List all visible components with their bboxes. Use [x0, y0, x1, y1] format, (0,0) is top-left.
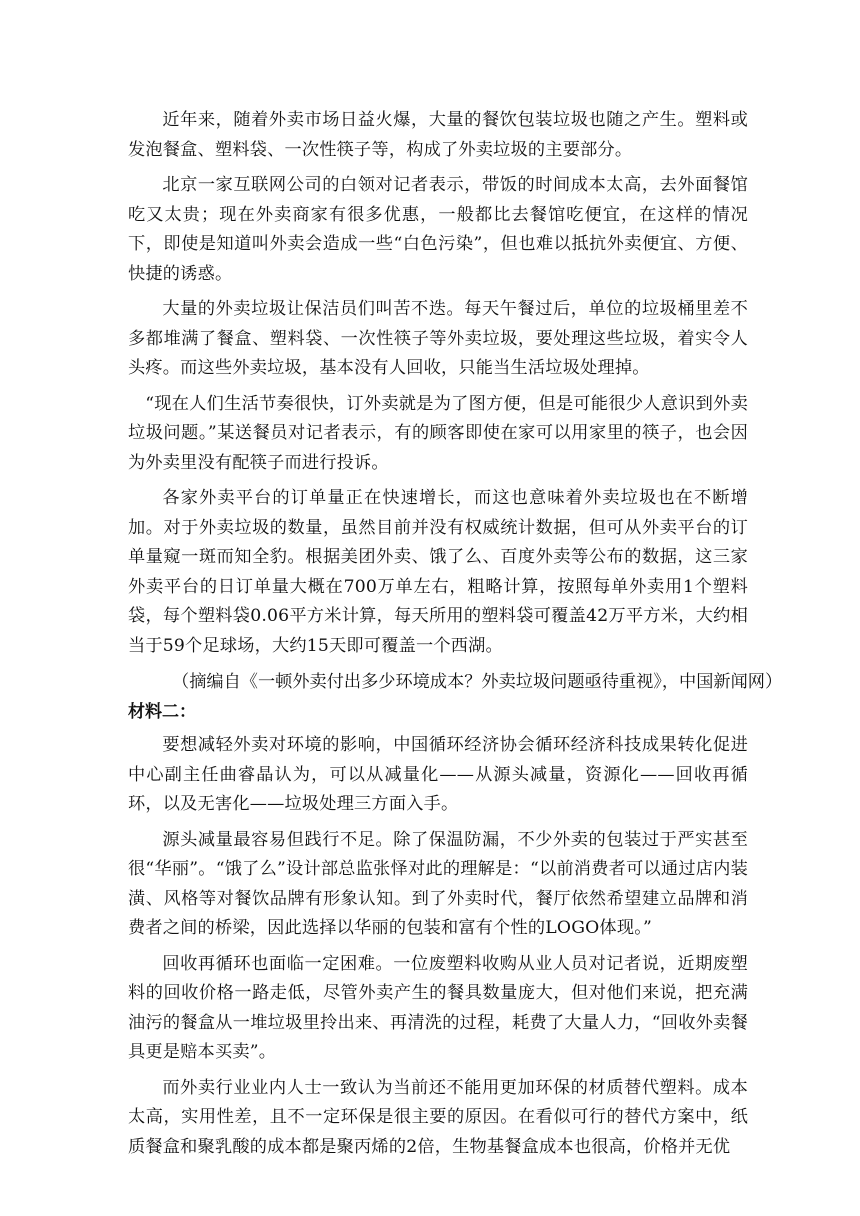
paragraph: 要想减轻外卖对环境的影响，中国循环经济协会循环经济科技成果转化促进中心副主任曲睿晶认为，可以从减量化——从源头减量，资源化——回收再循环，以及无害化——垃圾处理三方面入手。: [128, 735, 748, 814]
paragraph: 近年来，随着外卖市场日益火爆，大量的餐饮包装垃圾也随之产生。塑料或发泡餐盒、塑料袋、一次性筷子等，构成了外卖垃圾的主要部分。: [128, 110, 748, 160]
document-body: [128, 106, 783, 1168]
section-heading: 材料二：: [128, 702, 196, 722]
paragraph: 大量的外卖垃圾让保洁员们叫苦不迭。每天午餐过后，单位的垃圾桶里差不多都堆满了餐盒、塑料袋、一次性筷子等外卖垃圾，要处理这些垃圾，着实令人头疼。而这些外卖垃圾，基本没有人回收，只能当生活垃圾处理掉。: [128, 299, 748, 378]
paragraph: 而外卖行业业内人士一致认为当前还不能用更加环保的材质替代塑料。成本太高，实用性差，且不一定环保是很主要的原因。在看似可行的替代方案中，纸质餐盒和聚乳酸的成本都是聚丙烯的2倍，生物基餐盒成本也很高，价格并无优: [128, 1077, 748, 1157]
paragraph: 源头减量最容易但践行不足。除了保温防漏，不少外卖的包装过于严实甚至很“华丽”。“饿了么”设计部总监张怿对此的理解是：“以前消费者可以通过店内装潢、风格等对餐饮品牌有形象认知。到了外卖时代，餐厅依然希望建立品牌和消费者之间的桥梁，因此选择以华丽的包装和富有个性的LOGO体现。”: [128, 829, 748, 938]
source-citation: （摘编自《一顿外卖付出多少环境成本？外卖垃圾问题亟待重视》，中国新闻网）: [172, 672, 783, 692]
paragraph: 北京一家互联网公司的白领对记者表示，带饭的时间成本太高，去外面餐馆吃又太贵；现在外卖商家有很多优惠，一般都比去餐馆吃便宜，在这样的情况下，即使是知道叫外卖会造成一些“白色污染”，但也难以抵抗外卖便宜、方便、快捷的诱惑。: [128, 175, 748, 284]
paragraph: “现在人们生活节奏很快，订外卖就是为了图方便，但是可能很少人意识到外卖垃圾问题。”某送餐员对记者表示，有的顾客即使在家可以用家里的筷子，也会因为外卖里没有配筷子而进行投诉。: [128, 393, 748, 473]
paragraph: 回收再循环也面临一定困难。一位废塑料收购从业人员对记者说，近期废塑料的回收价格一路走低，尽管外卖产生的餐具数量庞大，但对他们来说，把充满油污的餐盒从一堆垃圾里拎出来、再清洗的过程，耗费了大量人力，“回收外卖餐具更是赔本买卖”。: [128, 953, 748, 1062]
paragraph: 各家外卖平台的订单量正在快速增长，而这也意味着外卖垃圾也在不断增加。对于外卖垃圾的数量，虽然目前并没有权威统计数据，但可从外卖平台的订单量窥一斑而知全豹。根据美团外卖、饿了么、百度外卖等公布的数据，这三家外卖平台的日订单量大概在700万单左右，粗略计算，按照每单外卖用1个塑料袋，每个塑料袋0.06平方米计算，每天所用的塑料袋可覆盖42万平方米，大约相当于59个足球场，大约15天即可覆盖一个西湖。: [128, 488, 748, 656]
